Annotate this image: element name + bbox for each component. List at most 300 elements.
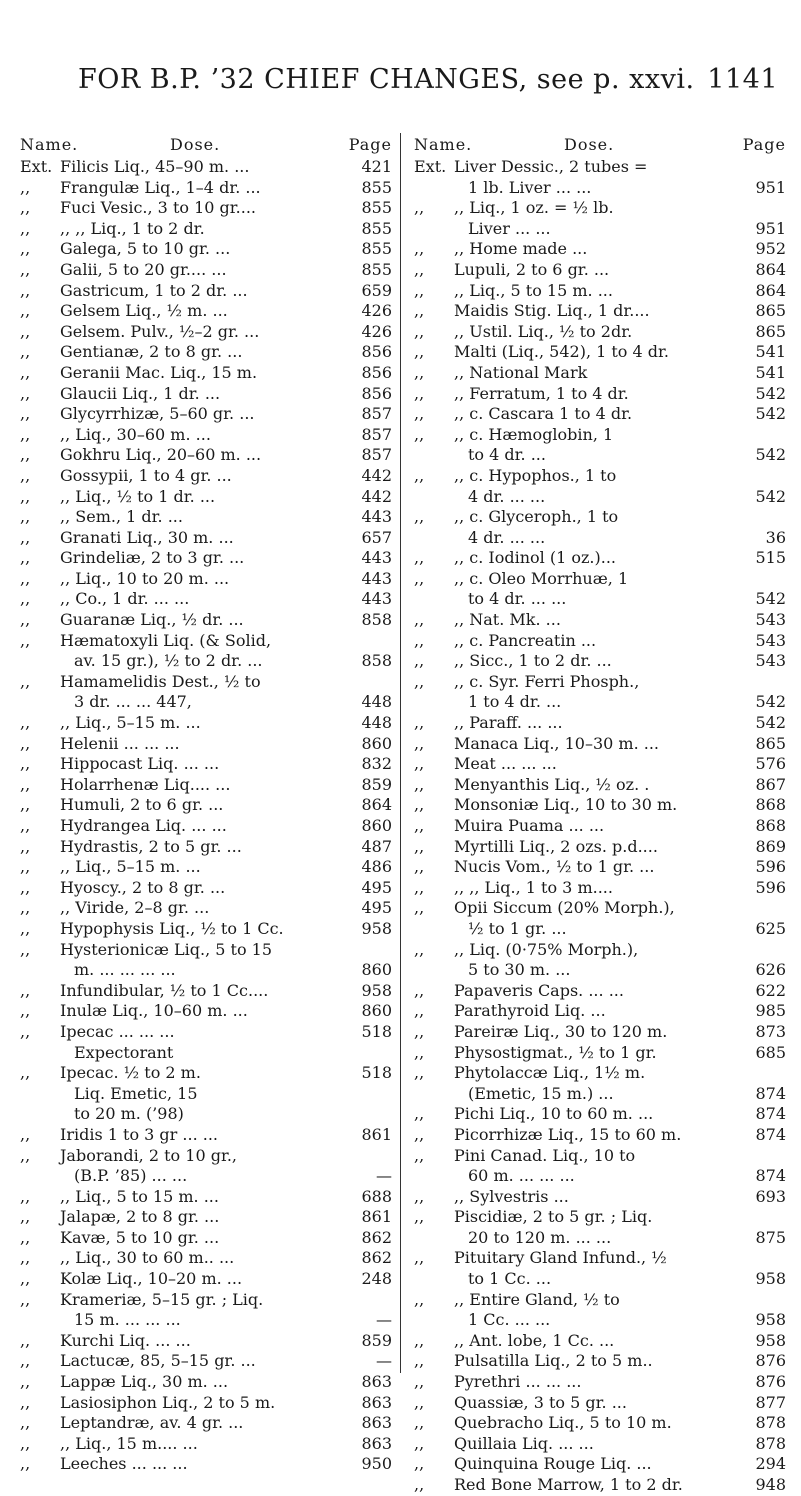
ditto-mark: ,, xyxy=(20,836,31,856)
ditto-mark: ,, xyxy=(414,754,425,774)
index-entry xyxy=(20,342,392,363)
ditto-mark: ,, xyxy=(20,362,31,382)
entry-text: Quebracho Liq., 5 to 10 m. xyxy=(454,1413,672,1433)
index-entry xyxy=(414,940,786,961)
index-entry xyxy=(414,260,786,281)
ditto-mark: ,, xyxy=(414,1433,425,1453)
entry-page-number: 862 xyxy=(361,1248,392,1268)
entry-page-number: 426 xyxy=(361,301,392,321)
entry-page-number: 876 xyxy=(755,1372,786,1392)
entry-text: Lupuli, 2 to 6 gr. ... xyxy=(454,259,610,279)
index-entry xyxy=(20,1228,392,1249)
index-entry xyxy=(414,610,786,631)
entry-page-number: 856 xyxy=(361,362,392,382)
index-entry xyxy=(414,239,786,260)
entry-page-number: 36 xyxy=(765,527,786,547)
entry-text: ,, Nat. Mk. ... xyxy=(454,610,561,630)
ditto-mark: ,, xyxy=(414,939,425,959)
ditto-mark: ,, xyxy=(414,1330,425,1350)
index-entry xyxy=(414,672,786,693)
ditto-mark: ,, xyxy=(20,1351,31,1371)
entry-text: Gentianæ, 2 to 8 gr. ... xyxy=(60,342,243,362)
index-entry xyxy=(20,1022,392,1043)
entry-page-number: 874 xyxy=(755,1124,786,1144)
entry-page-number: 985 xyxy=(755,1001,786,1021)
entry-text: 3 dr. ... ... 447, xyxy=(74,692,192,712)
entry-text: 1 to 4 dr. ... xyxy=(468,692,562,712)
ditto-mark: ,, xyxy=(414,733,425,753)
entry-text: ,, Ferratum, 1 to 4 dr. xyxy=(454,383,629,403)
ditto-mark: ,, xyxy=(20,980,31,1000)
index-entry xyxy=(20,1393,392,1414)
entry-text: Quinquina Rouge Liq. ... xyxy=(454,1454,652,1474)
index-entry xyxy=(20,1372,392,1393)
entry-text: ,, Sicc., 1 to 2 dr. ... xyxy=(454,651,612,671)
index-entry xyxy=(20,919,392,940)
index-entry-continuation xyxy=(414,1166,786,1187)
index-entry xyxy=(414,816,786,837)
entry-text: ,, Liq., ½ to 1 dr. ... xyxy=(60,486,216,506)
index-entry-continuation xyxy=(414,528,786,549)
ditto-mark: ,, xyxy=(414,404,425,424)
ditto-mark: ,, xyxy=(414,630,425,650)
entry-page-number: 495 xyxy=(361,898,392,918)
entry-text: to 1 Cc. ... xyxy=(468,1269,552,1289)
ditto-mark: ,, xyxy=(20,1392,31,1412)
ditto-mark: ,, xyxy=(414,1042,425,1062)
entry-page-number: 543 xyxy=(755,610,786,630)
index-entry-continuation xyxy=(414,960,786,981)
index-entry xyxy=(20,1331,392,1352)
entry-text: Jaborandi, 2 to 10 gr., xyxy=(60,1145,238,1165)
entry-page-number: 862 xyxy=(361,1227,392,1247)
ditto-mark: ,, xyxy=(20,1269,31,1289)
ditto-mark: ,, xyxy=(414,1454,425,1474)
index-entry xyxy=(20,795,392,816)
ditto-mark: ,, xyxy=(20,1207,31,1227)
entry-text: 1 lb. Liver ... ... xyxy=(468,177,592,197)
entry-text: 1 Cc. ... ... xyxy=(468,1310,551,1330)
entry-text: Picorrhizæ Liq., 15 to 60 m. xyxy=(454,1124,682,1144)
entry-text: to 4 dr. ... ... xyxy=(468,589,567,609)
entry-text: Pulsatilla Liq., 2 to 5 m.. xyxy=(454,1351,653,1371)
entry-text: (Emetic, 15 m.) ... xyxy=(468,1083,614,1103)
entry-page-number: 948 xyxy=(755,1475,786,1494)
index-entry xyxy=(414,1001,786,1022)
ditto-mark: ,, xyxy=(414,1392,425,1412)
index-entry xyxy=(20,1001,392,1022)
index-entry xyxy=(414,631,786,652)
index-entry xyxy=(20,857,392,878)
entry-text: Papaveris Caps. ... ... xyxy=(454,980,624,1000)
entry-page-number: 950 xyxy=(361,1454,392,1474)
entry-page-number: 576 xyxy=(755,754,786,774)
index-entry xyxy=(20,1187,392,1208)
index-entry-continuation xyxy=(414,1269,786,1290)
entry-page-number: 542 xyxy=(755,692,786,712)
entry-page-number: 685 xyxy=(755,1042,786,1062)
index-entry-continuation xyxy=(414,692,786,713)
entry-text: Quillaia Liq. ... ... xyxy=(454,1433,594,1453)
entry-page-number: 856 xyxy=(361,342,392,362)
entry-text: (B.P. ’85) ... ... xyxy=(74,1166,188,1186)
index-entry xyxy=(414,1146,786,1167)
ditto-mark: ,, xyxy=(20,321,31,341)
entry-page-number: 863 xyxy=(361,1372,392,1392)
index-entry xyxy=(414,363,786,384)
index-entry-continuation xyxy=(414,219,786,240)
ditto-mark: ,, xyxy=(20,198,31,218)
index-entry xyxy=(414,837,786,858)
index-entry xyxy=(20,713,392,734)
ditto-mark: ,, xyxy=(20,218,31,238)
ditto-mark: ,, xyxy=(20,404,31,424)
entry-text: Glycyrrhizæ, 5–60 gr. ... xyxy=(60,404,255,424)
index-entry xyxy=(20,1125,392,1146)
index-entry xyxy=(414,1413,786,1434)
entry-page-number: 863 xyxy=(361,1413,392,1433)
ditto-mark: ,, xyxy=(20,1454,31,1474)
entry-page-number: 868 xyxy=(755,816,786,835)
entry-text: Gelsem. Pulv., ½–2 gr. ... xyxy=(60,321,260,341)
ditto-mark: ,, xyxy=(414,1063,425,1083)
index-entry xyxy=(20,775,392,796)
index-entry xyxy=(20,384,392,405)
column-header xyxy=(414,135,786,157)
ditto-mark: ,, xyxy=(414,1124,425,1144)
ditto-mark: ,, xyxy=(414,1289,425,1309)
entry-text: Kavæ, 5 to 10 gr. ... xyxy=(60,1227,220,1247)
entry-page-number: 958 xyxy=(755,1310,786,1330)
ditto-mark: ,, xyxy=(20,610,31,630)
entry-page-number: 421 xyxy=(361,157,392,176)
entry-text: Holarrhenæ Liq.... ... xyxy=(60,774,231,794)
entry-text: ,, Liq., 5–15 m. ... xyxy=(60,857,201,877)
entry-text: ,, ,, Liq., 1 to 2 dr. xyxy=(60,218,205,238)
index-entry xyxy=(20,837,392,858)
ditto-mark: ,, xyxy=(20,507,31,527)
entry-page-number: 861 xyxy=(361,1124,392,1144)
ditto-mark: ,, xyxy=(414,610,425,630)
ditto-mark: ,, xyxy=(20,527,31,547)
entry-page-number: 426 xyxy=(361,321,392,341)
entry-page-number: 860 xyxy=(361,816,392,835)
index-entry xyxy=(20,301,392,322)
entry-text: ,, c. Glyceroph., 1 to xyxy=(454,507,619,527)
ditto-mark: ,, xyxy=(20,754,31,774)
ditto-mark: ,, xyxy=(20,918,31,938)
ditto-mark: ,, xyxy=(20,1413,31,1433)
entry-text: ,, Liq., 30–60 m. ... xyxy=(60,424,211,444)
entry-page-number: 857 xyxy=(361,424,392,444)
index-entry xyxy=(20,1434,392,1455)
ditto-mark: ,, xyxy=(414,507,425,527)
entry-page-number: 858 xyxy=(361,651,392,671)
index-entry xyxy=(414,157,786,178)
index-entry xyxy=(20,260,392,281)
ditto-mark: ,, xyxy=(414,301,425,321)
ditto-mark: ,, xyxy=(20,774,31,794)
entry-page-number: 855 xyxy=(361,198,392,218)
ditto-mark: ,, xyxy=(414,1001,425,1021)
index-entry xyxy=(414,1043,786,1064)
entry-page-number: 448 xyxy=(361,692,392,712)
entry-text: Geranii Mac. Liq., 15 m. xyxy=(60,362,258,382)
index-entry xyxy=(20,1248,392,1269)
entry-page-number: 541 xyxy=(755,342,786,362)
entry-page-number: 859 xyxy=(361,774,392,794)
index-entry xyxy=(414,857,786,878)
entry-text: Parathyroid Liq. ... xyxy=(454,1001,606,1021)
entry-page-number: 860 xyxy=(361,1001,392,1021)
index-entry xyxy=(414,1104,786,1125)
ditto-mark: ,, xyxy=(414,568,425,588)
entry-page-number: 861 xyxy=(361,1207,392,1227)
index-entry-continuation xyxy=(20,1166,392,1187)
index-entry xyxy=(414,342,786,363)
ditto-mark: ,, xyxy=(20,1001,31,1021)
entry-page-number: 495 xyxy=(361,877,392,897)
entry-text: Filicis Liq., 45–90 m. ... xyxy=(60,157,250,176)
index-entry xyxy=(414,651,786,672)
entry-page-number: 518 xyxy=(361,1063,392,1083)
entry-text: Ipecac. ½ to 2 m. xyxy=(60,1063,201,1083)
entry-page-number: — xyxy=(376,1310,392,1330)
ditto-mark: ,, xyxy=(414,1145,425,1165)
ditto-mark: ,, xyxy=(20,342,31,362)
index-entry xyxy=(414,1372,786,1393)
entry-page-number: 878 xyxy=(755,1433,786,1453)
entry-text: Hæmatoxyli Liq. (& Solid, xyxy=(60,630,272,650)
entry-text: Guaranæ Liq., ½ dr. ... xyxy=(60,610,244,630)
ditto-mark: ,, xyxy=(414,1475,425,1494)
index-entry-continuation xyxy=(414,487,786,508)
ditto-mark: ,, xyxy=(20,1330,31,1350)
entry-page-number: 443 xyxy=(361,568,392,588)
name-heading: Name. xyxy=(20,135,79,154)
ditto-mark: ,, xyxy=(414,857,425,877)
entry-text: ,, Entire Gland, ½ to xyxy=(454,1289,620,1309)
entry-text: ,, Sem., 1 dr. ... xyxy=(60,507,183,527)
ditto-mark: ,, xyxy=(20,1372,31,1392)
ditto-mark: ,, xyxy=(414,259,425,279)
ditto-mark: ,, xyxy=(414,816,425,835)
entry-page-number: 515 xyxy=(755,548,786,568)
entry-text: Piscidiæ, 2 to 5 gr. ; Liq. xyxy=(454,1207,653,1227)
entry-text: ,, Liq., 1 oz. = ½ lb. xyxy=(454,198,614,218)
entry-text: ,, Paraff. ... ... xyxy=(454,713,563,733)
index-entry xyxy=(20,981,392,1002)
entry-page-number: 518 xyxy=(361,1021,392,1041)
ditto-mark: ,, xyxy=(414,1351,425,1371)
index-entry xyxy=(414,1022,786,1043)
entry-text: Pituitary Gland Infund., ½ xyxy=(454,1248,667,1268)
entry-text: to 20 m. (’98) xyxy=(74,1104,184,1124)
entry-page-number: 876 xyxy=(755,1351,786,1371)
entry-page-number: 864 xyxy=(361,795,392,815)
entry-text: Fuci Vesic., 3 to 10 gr.... xyxy=(60,198,257,218)
entry-text: ½ to 1 gr. ... xyxy=(468,918,567,938)
ditto-mark: ,, xyxy=(414,774,425,794)
entry-page-number: 626 xyxy=(755,960,786,980)
ditto-mark: ,, xyxy=(20,877,31,897)
index-entry xyxy=(414,734,786,755)
entry-text: Muira Puama ... ... xyxy=(454,816,605,835)
entry-text: Frangulæ Liq., 1–4 dr. ... xyxy=(60,177,261,197)
entry-text: m. ... ... ... ... xyxy=(74,960,176,980)
index-entry xyxy=(20,1207,392,1228)
page-number: 1141 xyxy=(707,64,778,95)
ditto-mark: ,, xyxy=(20,301,31,321)
entry-text: ,, c. Pancreatin ... xyxy=(454,630,597,650)
index-entry xyxy=(414,795,786,816)
index-entry-continuation xyxy=(20,1310,392,1331)
entry-text: Leeches ... ... ... xyxy=(60,1454,188,1474)
entry-page-number: 542 xyxy=(755,589,786,609)
entry-text: Malti (Liq., 542), 1 to 4 dr. xyxy=(454,342,670,362)
entry-text: Liver Dessic., 2 tubes = xyxy=(454,157,648,176)
ditto-mark: ,, xyxy=(414,280,425,300)
ditto-mark: ,, xyxy=(414,713,425,733)
entry-page-number: 541 xyxy=(755,362,786,382)
index-entry-continuation xyxy=(414,1228,786,1249)
entry-text: Gokhru Liq., 20–60 m. ... xyxy=(60,445,262,465)
entry-page-number: 443 xyxy=(361,589,392,609)
entry-text: Hyoscy., 2 to 8 gr. ... xyxy=(60,877,226,897)
entry-text: Expectorant xyxy=(74,1042,174,1062)
entry-page-number: 442 xyxy=(361,465,392,485)
entry-text: Menyanthis Liq., ½ oz. . xyxy=(454,774,650,794)
index-entry xyxy=(414,754,786,775)
entry-page-number: 443 xyxy=(361,507,392,527)
running-title: FOR B.P. ’32 CHIEF CHANGES, see p. xxvi. xyxy=(78,64,695,95)
entry-page-number: 951 xyxy=(755,177,786,197)
entry-text: Infundibular, ½ to 1 Cc.... xyxy=(60,980,269,1000)
entry-text: Gelsem Liq., ½ m. ... xyxy=(60,301,228,321)
entry-text: Phytolaccæ Liq., 1½ m. xyxy=(454,1063,646,1083)
entry-text: Gastricum, 1 to 2 dr. ... xyxy=(60,280,248,300)
entry-page-number: 859 xyxy=(361,1330,392,1350)
index-entry xyxy=(20,672,392,693)
entry-text: Grindeliæ, 2 to 3 gr. ... xyxy=(60,548,245,568)
index-entry xyxy=(20,157,392,178)
entry-text: Lappæ Liq., 30 m. ... xyxy=(60,1372,229,1392)
entry-text: ,, Liq. (0·75% Morph.), xyxy=(454,939,639,959)
entry-page-number: 869 xyxy=(755,836,786,856)
index-entry xyxy=(20,1290,392,1311)
index-entry xyxy=(20,878,392,899)
entry-page-number: 858 xyxy=(361,610,392,630)
entry-text: ,, c. Oleo Morrhuæ, 1 xyxy=(454,568,629,588)
entry-page-number: 874 xyxy=(755,1166,786,1186)
entry-text: Granati Liq., 30 m. ... xyxy=(60,527,234,547)
ditto-mark: ,, xyxy=(20,239,31,259)
entry-text: Jalapæ, 2 to 8 gr. ... xyxy=(60,1207,220,1227)
ditto-mark: ,, xyxy=(20,898,31,918)
index-entry xyxy=(20,1351,392,1372)
entry-text: ,, c. Hypophos., 1 to xyxy=(454,465,617,485)
ditto-mark: ,, xyxy=(414,424,425,444)
entry-text: ,, Liq., 15 m.... ... xyxy=(60,1433,198,1453)
ditto-mark: ,, xyxy=(20,1124,31,1144)
index-entry xyxy=(20,445,392,466)
ditto-mark: ,, xyxy=(20,939,31,959)
entry-text: to 4 dr. ... xyxy=(468,445,546,465)
entry-page-number: 878 xyxy=(755,1413,786,1433)
entry-page-number: 860 xyxy=(361,960,392,980)
index-entry xyxy=(414,1331,786,1352)
ditto-mark: ,, xyxy=(414,198,425,218)
entry-text: Maidis Stig. Liq., 1 dr.... xyxy=(454,301,650,321)
entry-page-number: 542 xyxy=(755,383,786,403)
index-entry-continuation xyxy=(20,651,392,672)
entry-text: ,, Home made ... xyxy=(454,239,588,259)
index-entry xyxy=(20,1454,392,1475)
entry-page-number: 542 xyxy=(755,713,786,733)
index-entry xyxy=(414,775,786,796)
entry-page-number: 863 xyxy=(361,1433,392,1453)
entry-page-number: 856 xyxy=(361,383,392,403)
entry-text: Lactucæ, 85, 5–15 gr. ... xyxy=(60,1351,256,1371)
entry-text: ,, Viride, 2–8 gr. ... xyxy=(60,898,210,918)
ditto-mark: ,, xyxy=(20,1433,31,1453)
entry-text: Liq. Emetic, 15 xyxy=(74,1083,198,1103)
entry-page-number: 855 xyxy=(361,239,392,259)
index-entry-continuation xyxy=(20,960,392,981)
ditto-mark: ,, xyxy=(414,465,425,485)
entry-page-number: 865 xyxy=(755,321,786,341)
index-entry xyxy=(20,548,392,569)
index-entry-continuation xyxy=(414,445,786,466)
ditto-mark: ,, xyxy=(414,671,425,691)
index-entry xyxy=(414,1063,786,1084)
entry-page-number: 855 xyxy=(361,218,392,238)
entry-text: Pareiræ Liq., 30 to 120 m. xyxy=(454,1021,668,1041)
entry-page-number: 294 xyxy=(755,1454,786,1474)
entry-page-number: 865 xyxy=(755,301,786,321)
entry-page-number: — xyxy=(376,1351,392,1371)
index-entry xyxy=(414,569,786,590)
index-entry xyxy=(20,487,392,508)
ditto-mark: ,, xyxy=(414,362,425,382)
entry-text: Hypophysis Liq., ½ to 1 Cc. xyxy=(60,918,284,938)
ditto-mark: ,, xyxy=(414,321,425,341)
index-entry xyxy=(20,404,392,425)
index-entry xyxy=(414,322,786,343)
entry-text: Red Bone Marrow, 1 to 2 dr. xyxy=(454,1475,683,1494)
entry-text: Lasiosiphon Liq., 2 to 5 m. xyxy=(60,1392,276,1412)
ditto-mark: ,, xyxy=(20,1186,31,1206)
entry-text: Myrtilli Liq., 2 ozs. p.d.... xyxy=(454,836,658,856)
index-entry xyxy=(20,322,392,343)
index-entry xyxy=(414,384,786,405)
index-entry-continuation xyxy=(414,1084,786,1105)
index-entry xyxy=(20,1146,392,1167)
index-entry-continuation xyxy=(20,692,392,713)
entry-text: Hydrangea Liq. ... ... xyxy=(60,816,227,835)
index-entry xyxy=(20,734,392,755)
ditto-mark: Ext. xyxy=(20,157,53,176)
index-entry xyxy=(20,816,392,837)
entry-page-number: 448 xyxy=(361,713,392,733)
entry-text: Inulæ Liq., 10–60 m. ... xyxy=(60,1001,248,1021)
entry-text: av. 15 gr.), ½ to 2 dr. ... xyxy=(74,651,263,671)
index-entry xyxy=(20,239,392,260)
entry-page-number: 486 xyxy=(361,857,392,877)
entry-page-number: — xyxy=(376,1166,392,1186)
ditto-mark: ,, xyxy=(414,1021,425,1041)
entry-page-number: 832 xyxy=(361,754,392,774)
